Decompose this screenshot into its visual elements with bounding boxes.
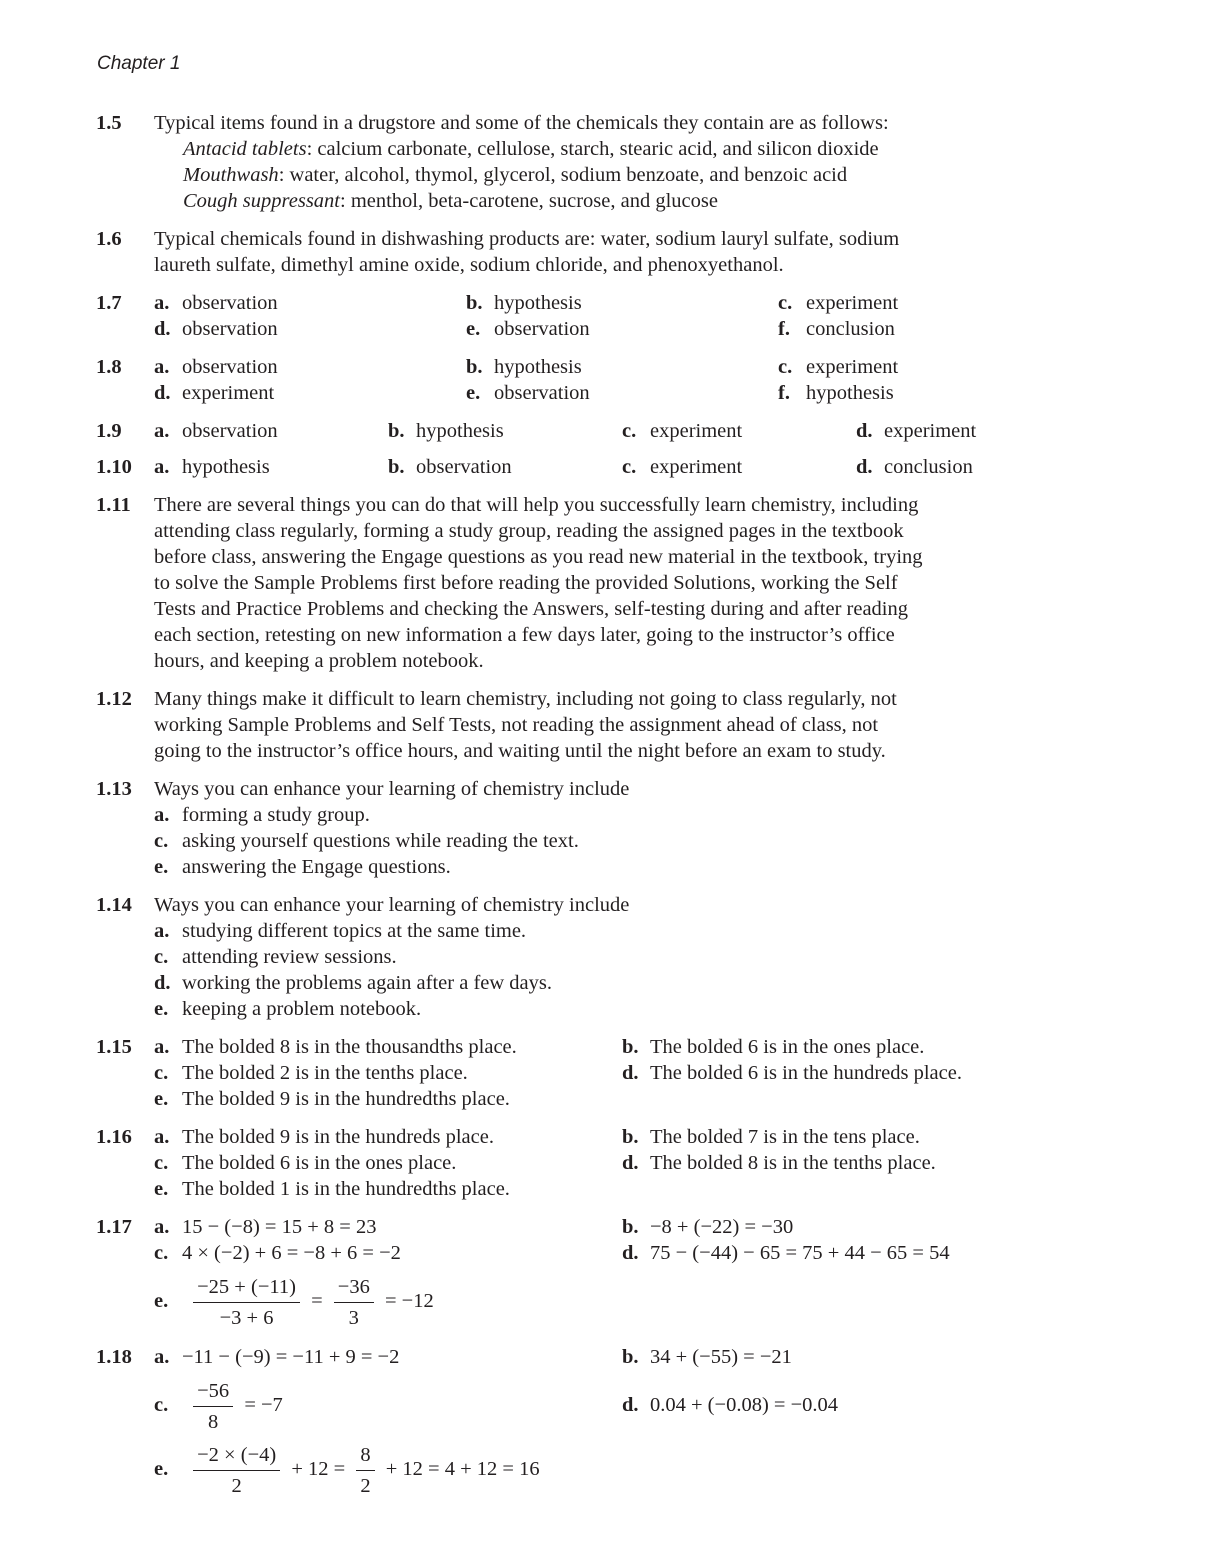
answer <box>154 1378 283 1435</box>
equation: 15 − (−8) = 15 + 8 = 23 <box>182 1216 377 1238</box>
problem-number: 1.18 <box>96 1346 132 1368</box>
answer-label: f. <box>778 318 790 340</box>
item-text: : menthol, beta-carotene, sucrose, and glucose <box>340 190 718 212</box>
answer-text: The bolded 8 is in the tenths place. <box>650 1152 936 1174</box>
answer-label: a. <box>154 1346 170 1368</box>
text-line: attending class regularly, forming a study group, reading the assigned pages in the textbook <box>154 520 904 542</box>
answer <box>622 454 742 480</box>
item-name: Mouthwash <box>183 164 279 186</box>
text-line: Tests and Practice Problems and checking the Answers, self-testing during and after reading <box>154 598 908 620</box>
answer-label: c. <box>622 420 637 442</box>
answer <box>466 290 582 316</box>
answer <box>622 1214 793 1240</box>
answer-text: hypothesis <box>416 420 504 442</box>
answer <box>154 1060 468 1086</box>
answer-label: c. <box>154 946 169 968</box>
answer-label: a. <box>154 356 170 378</box>
problem-text: Ways you can enhance your learning of chemistry include <box>154 778 630 800</box>
denominator: 2 <box>231 1475 242 1497</box>
answer <box>154 1086 510 1112</box>
answer-text: asking yourself questions while reading the text. <box>182 830 579 852</box>
answer-label: c. <box>622 456 637 478</box>
equation: −11 − (−9) = −11 + 9 = −2 <box>182 1346 400 1368</box>
item-text: : calcium carbonate, cellulose, starch, stearic acid, and silicon dioxide <box>306 138 879 160</box>
answer-text: conclusion <box>884 456 973 478</box>
text-line: Typical chemicals found in dishwashing products are: water, sodium lauryl sulfate, sodium <box>154 228 900 250</box>
problem-number: 1.10 <box>96 456 132 478</box>
answer <box>154 970 1034 996</box>
answer <box>154 1150 456 1176</box>
answer <box>154 380 274 406</box>
problem-text: Ways you can enhance your learning of chemistry include <box>154 894 630 916</box>
answer <box>466 380 590 406</box>
answer-label: d. <box>154 382 171 404</box>
answer <box>778 290 898 316</box>
fraction <box>193 1274 300 1331</box>
problem-number: 1.6 <box>96 228 122 250</box>
answer <box>856 454 973 480</box>
problem-number: 1.17 <box>96 1216 132 1238</box>
problem-number: 1.16 <box>96 1126 132 1148</box>
fraction <box>193 1378 233 1435</box>
answer-text: experiment <box>182 382 275 404</box>
problem-text: Typical items found in a drugstore and some of the chemicals they contain are as follows: <box>154 112 889 134</box>
answer-text: experiment <box>650 456 743 478</box>
answer-text: experiment <box>806 356 899 378</box>
answer-text: experiment <box>650 420 743 442</box>
answer-text: The bolded 2 is in the tenths place. <box>182 1062 468 1084</box>
answer-text: answering the Engage questions. <box>182 856 451 878</box>
answer-text: The bolded 9 is in the hundredths place. <box>182 1088 510 1110</box>
answer-text: The bolded 7 is in the tens place. <box>650 1126 920 1148</box>
denominator: 2 <box>360 1475 371 1497</box>
item-name: Antacid tablets <box>183 138 307 160</box>
answer <box>154 918 1034 944</box>
answer-label: e. <box>154 1458 169 1481</box>
answer-label: b. <box>388 456 405 478</box>
answer <box>622 1392 838 1418</box>
answer-text: experiment <box>806 292 899 314</box>
answer-text: observation <box>182 292 278 314</box>
answer <box>154 290 278 316</box>
answer-text: The bolded 6 is in the hundreds place. <box>650 1062 962 1084</box>
answer-label: d. <box>622 1242 639 1264</box>
answer-label: e. <box>154 1178 169 1200</box>
answer <box>154 1034 517 1060</box>
list-item <box>154 162 1034 188</box>
item-text: : water, alcohol, thymol, glycerol, sodium benzoate, and benzoic acid <box>278 164 848 186</box>
problem-number: 1.13 <box>96 778 132 800</box>
answer-label: c. <box>778 292 793 314</box>
answer-label: b. <box>622 1036 639 1058</box>
answer-label: e. <box>154 998 169 1020</box>
problem-number: 1.8 <box>96 356 122 378</box>
answer-label: a. <box>154 804 170 826</box>
answer-text: The bolded 9 is in the hundreds place. <box>182 1126 494 1148</box>
answer <box>154 418 278 444</box>
equation-part: + 12 = <box>291 1458 346 1481</box>
denominator: 3 <box>348 1307 359 1329</box>
answer <box>154 354 278 380</box>
answer-text: hypothesis <box>806 382 894 404</box>
answer-text: keeping a problem notebook. <box>182 998 422 1020</box>
answer-label: e. <box>154 1290 169 1313</box>
answer <box>778 316 895 342</box>
problem-number: 1.11 <box>96 494 131 516</box>
answer-text: hypothesis <box>494 356 582 378</box>
answer-text: observation <box>416 456 512 478</box>
equation: 0.04 + (−0.08) = −0.04 <box>650 1394 839 1416</box>
answer <box>856 418 976 444</box>
answer-label: b. <box>466 292 483 314</box>
text-line: Many things make it difficult to learn chemistry, including not going to class regularly, not <box>154 688 897 710</box>
answer-label: b. <box>466 356 483 378</box>
answer-label: c. <box>154 1062 169 1084</box>
answer-label: a. <box>154 920 170 942</box>
list-item <box>154 136 1034 162</box>
denominator: 8 <box>208 1411 219 1433</box>
equation-result: = −7 <box>244 1394 283 1417</box>
answer <box>622 1124 920 1150</box>
answer <box>154 1240 401 1266</box>
answer-text: hypothesis <box>182 456 270 478</box>
answer-text: observation <box>182 356 278 378</box>
answer <box>466 354 582 380</box>
text-line: hours, and keeping a problem notebook. <box>154 650 484 672</box>
problem-number: 1.12 <box>96 688 132 710</box>
answer-text: observation <box>182 420 278 442</box>
answer-label: c. <box>154 1394 169 1417</box>
answer <box>154 316 278 342</box>
answer-label: a. <box>154 420 170 442</box>
text-line: each section, retesting on new information a few days later, going to the instructor’s office <box>154 624 895 646</box>
answer-label: b. <box>622 1346 639 1368</box>
answer-text: The bolded 6 is in the ones place. <box>182 1152 457 1174</box>
answer-label: e. <box>466 382 481 404</box>
answer-label: c. <box>154 830 169 852</box>
answer <box>154 1124 494 1150</box>
answer-text: observation <box>494 318 590 340</box>
answer <box>622 1060 962 1086</box>
answer-text: The bolded 1 is in the hundredths place. <box>182 1178 510 1200</box>
answer-label: b. <box>622 1216 639 1238</box>
answer <box>154 802 1034 828</box>
answer <box>154 1442 540 1499</box>
answer-text: The bolded 8 is in the thousandths place. <box>182 1036 517 1058</box>
answer <box>154 1344 399 1370</box>
answer-label: c. <box>154 1152 169 1174</box>
answer-label: b. <box>388 420 405 442</box>
denominator: −3 + 6 <box>219 1307 274 1329</box>
answer-label: c. <box>778 356 793 378</box>
fraction <box>356 1442 374 1499</box>
equation: 34 + (−55) = −21 <box>650 1346 792 1368</box>
answer-label: d. <box>856 456 873 478</box>
numerator: −36 <box>334 1274 374 1303</box>
text-line: going to the instructor’s office hours, and waiting until the night before an exam to study. <box>154 740 886 762</box>
answer <box>622 1240 950 1266</box>
list-item <box>154 188 1034 214</box>
answer-text: attending review sessions. <box>182 946 397 968</box>
item-name: Cough suppressant <box>183 190 340 212</box>
text-line: before class, answering the Engage questions as you read new material in the textbook, trying <box>154 546 923 568</box>
answer-text: forming a study group. <box>182 804 370 826</box>
answer-text: observation <box>182 318 278 340</box>
answer <box>388 454 512 480</box>
answer <box>154 1274 434 1331</box>
equation: 75 − (−44) − 65 = 75 + 44 − 65 = 54 <box>650 1242 950 1264</box>
answer-label: a. <box>154 1216 170 1238</box>
fraction <box>334 1274 374 1331</box>
numerator: 8 <box>356 1442 374 1471</box>
answer <box>154 454 270 480</box>
answer-label: e. <box>466 318 481 340</box>
answer-label: d. <box>622 1394 639 1416</box>
numerator: −2 × (−4) <box>193 1442 280 1471</box>
equals-sign: = <box>311 1290 323 1313</box>
answer <box>154 1176 510 1202</box>
answer <box>622 418 742 444</box>
answer-label: a. <box>154 1036 170 1058</box>
equation-result: + 12 = 4 + 12 = 16 <box>385 1458 540 1481</box>
answer-text: conclusion <box>806 318 895 340</box>
answer-label: f. <box>778 382 790 404</box>
problem-number: 1.7 <box>96 292 122 314</box>
answer <box>778 354 898 380</box>
numerator: −25 + (−11) <box>193 1274 300 1303</box>
text-line: working Sample Problems and Self Tests, not reading the assignment ahead of class, not <box>154 714 879 736</box>
answer <box>622 1344 792 1370</box>
answer-label: d. <box>622 1062 639 1084</box>
answer-text: working the problems again after a few days. <box>182 972 553 994</box>
text-line: There are several things you can do that will help you successfully learn chemistry, including <box>154 494 919 516</box>
answer-text: hypothesis <box>494 292 582 314</box>
answer <box>154 944 1034 970</box>
equation: −8 + (−22) = −30 <box>650 1216 794 1238</box>
answer-label: b. <box>622 1126 639 1148</box>
answer-label: e. <box>154 856 169 878</box>
answer-label: d. <box>622 1152 639 1174</box>
answer-label: e. <box>154 1088 169 1110</box>
numerator: −56 <box>193 1378 233 1407</box>
problem-number: 1.5 <box>96 112 122 134</box>
answer <box>466 316 590 342</box>
answer <box>154 1214 376 1240</box>
answer-text: The bolded 6 is in the ones place. <box>650 1036 925 1058</box>
problem-number: 1.15 <box>96 1036 132 1058</box>
answer-label: d. <box>856 420 873 442</box>
problem-number: 1.9 <box>96 420 122 442</box>
answer-label: d. <box>154 318 171 340</box>
answer <box>154 828 1034 854</box>
answer <box>622 1034 924 1060</box>
problem-number: 1.14 <box>96 894 132 916</box>
answer-label: c. <box>154 1242 169 1264</box>
answer-label: a. <box>154 1126 170 1148</box>
answer <box>154 854 1034 880</box>
answer <box>388 418 504 444</box>
equation-result: = −12 <box>384 1290 434 1313</box>
text-line: laureth sulfate, dimethyl amine oxide, sodium chloride, and phenoxyethanol. <box>154 254 784 276</box>
answer <box>622 1150 936 1176</box>
fraction <box>193 1442 280 1499</box>
answer <box>154 996 1034 1022</box>
answer-label: a. <box>154 292 170 314</box>
equation: 4 × (−2) + 6 = −8 + 6 = −2 <box>182 1242 401 1264</box>
text-line: to solve the Sample Problems first before reading the provided Solutions, working the Self <box>154 572 898 594</box>
answer-text: studying different topics at the same time. <box>182 920 527 942</box>
answer-label: a. <box>154 456 170 478</box>
answer-text: experiment <box>884 420 977 442</box>
answer-label: d. <box>154 972 171 994</box>
answer <box>778 380 894 406</box>
answer-text: observation <box>494 382 590 404</box>
page-header: Chapter 1 <box>97 53 181 74</box>
